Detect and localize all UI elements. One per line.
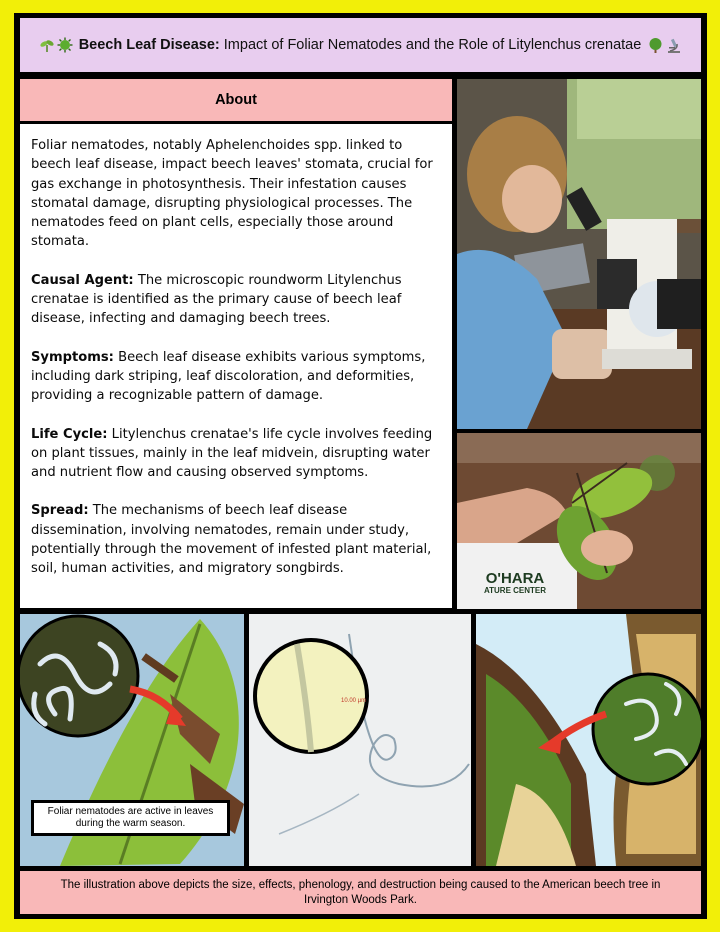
section-spread [31,501,442,578]
section-text: Litylenchus crenatae's life cycle involves feeding on plant tissues, mainly in the leaf midvein, disrupting water and nutrient flow and causing observed symptoms. [31,426,433,481]
microscope-icon [666,37,682,54]
section-life-cycle [31,425,442,483]
shirt-text-1: O'HARA [485,570,545,587]
illustration-footer-caption: The illustration above depicts the size, effects, phenology, and destruction being caused to the American beech tree in Irvington Woods Park. [20,871,701,914]
about-text [20,124,452,608]
section-text: Beech leaf disease exhibits various symptoms, including dark striping, leaf discoloration, and deformities, providing a recognizable pattern of damage. [31,349,426,404]
poster-title [79,37,642,53]
microscope-view-illustration [249,614,471,866]
poster-header [20,18,701,72]
section-label: Life Cycle: [31,426,108,442]
section-label: Symptoms: [31,349,114,365]
section-causal-agent [31,271,442,329]
midvein-illustration [476,614,701,866]
title-rest: Impact of Foliar Nematodes and the Role of Litylenchus crenatae [219,37,642,53]
section-text: The mechanisms of beech leaf disease dissemination, involving nematodes, remain under study, potentially through the movement of infested plant material, soil, human activities, and migratory songbirds. [31,503,432,577]
scale-bar-label: 10.00 µm [341,698,367,704]
section-label: Causal Agent: [31,272,134,288]
seedling-icon [39,37,55,53]
leaf-caption: Foliar nematodes are active in leaves during the warm season. [31,800,230,836]
tree-icon [647,37,664,54]
section-text: The microscopic roundworm Litylenchus crenatae is identified as the primary cause of beech leaf disease, infecting and damaging beech trees. [31,272,402,327]
leaf-sample-photo [457,433,701,609]
shirt-logo-text [465,571,565,596]
student-microscope-photo [457,79,701,429]
about-heading: About [20,79,452,121]
section-symptoms [31,348,442,406]
about-intro: Foliar nematodes, notably Aphelenchoides spp. linked to beech leaf disease, impact beech leaves' stomata, crucial for gas exchange in photosynthesis. Their infestation causes stomatal damage, disrupting physiological processes. The nematodes feed on plant cells, especially those around stomata. [31,138,433,250]
section-label: Spread: [31,503,89,519]
leaf-nematode-illustration [20,614,244,866]
shirt-text-2: ATURE CENTER [483,586,547,595]
virus-icon [57,37,73,53]
title-lead: Beech Leaf Disease: [78,37,220,53]
